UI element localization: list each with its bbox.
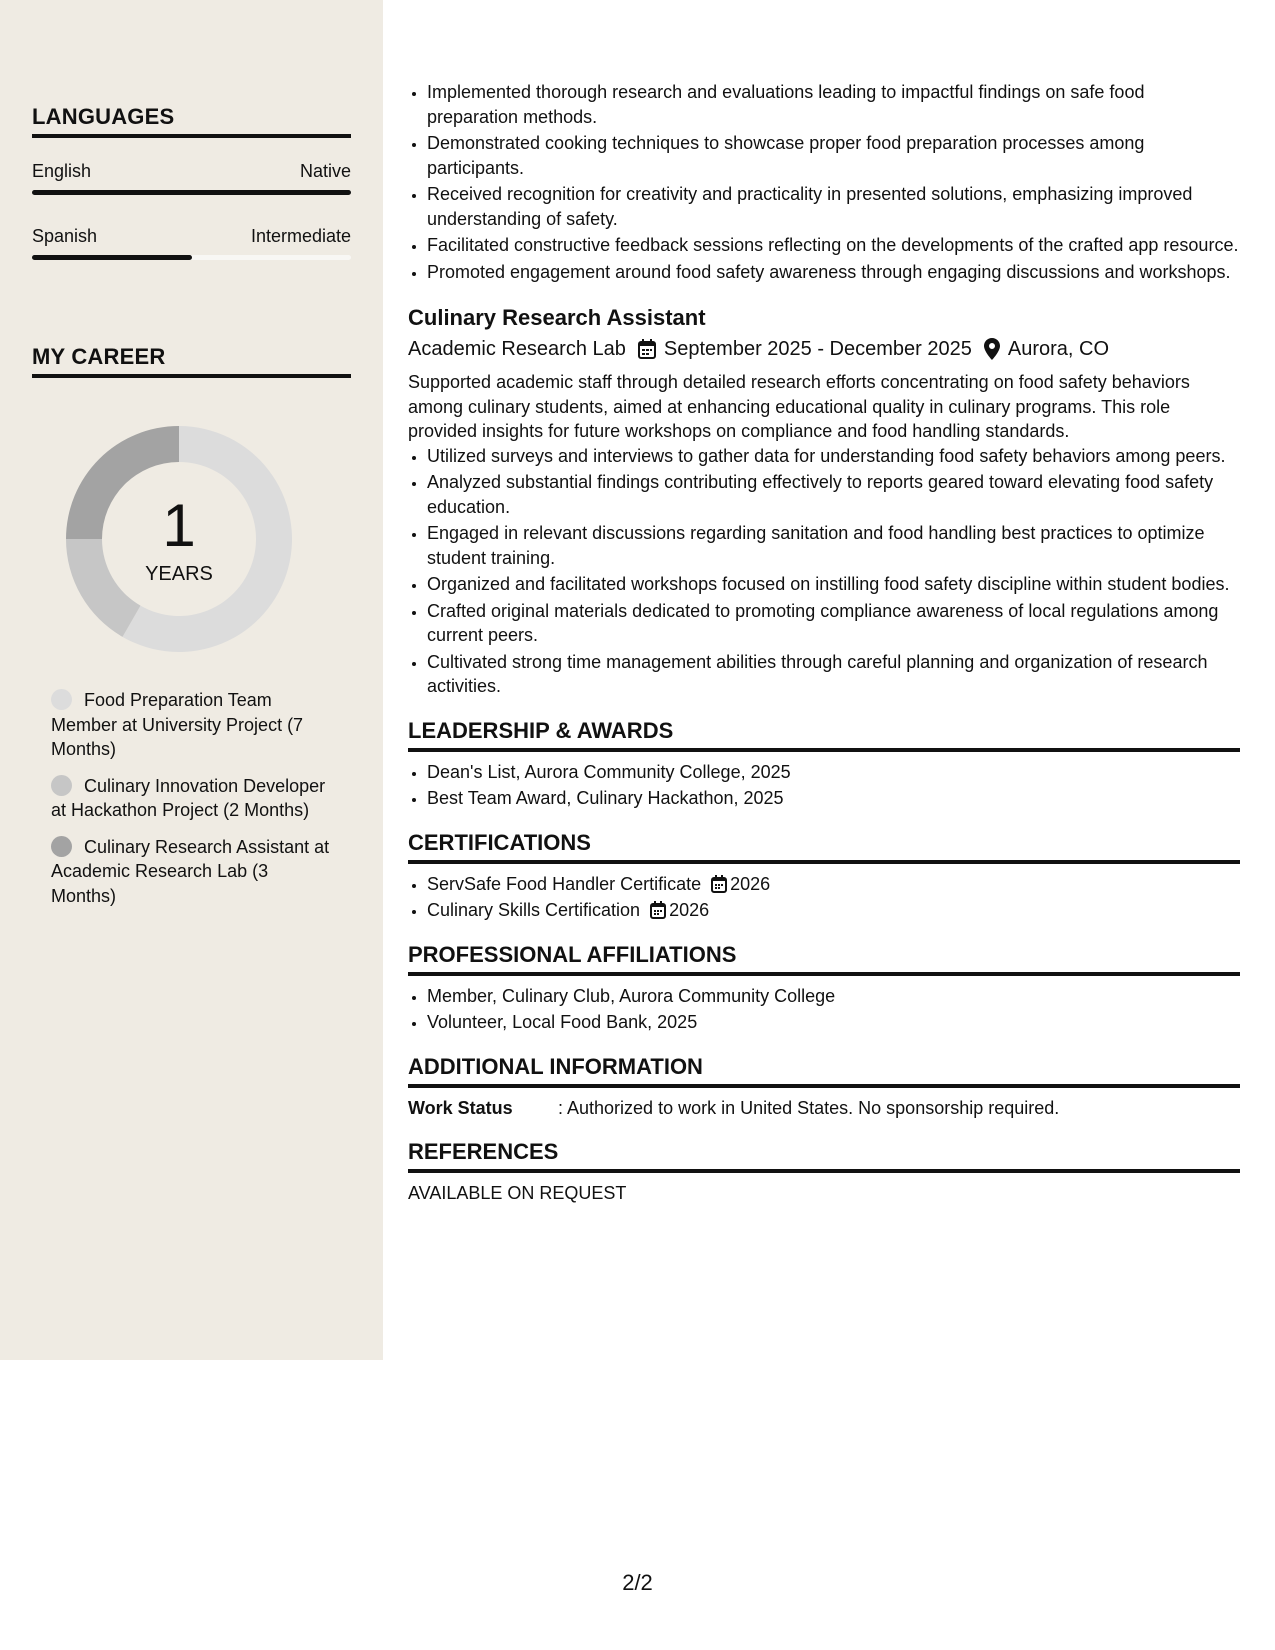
certification-year: 2026 (669, 900, 710, 920)
job-bullets (408, 444, 1240, 699)
bullet-item: • Analyzed substantial findings contributing effectively to reports geared toward elevating food safety education. (427, 470, 1240, 519)
language-item (32, 160, 351, 195)
career-legend-text: Culinary Research Assistant at Academic Research Lab (3 Months) (51, 836, 330, 906)
certifications-heading: CERTIFICATIONS (408, 829, 1240, 864)
awards-heading: LEADERSHIP & AWARDS (408, 717, 1240, 752)
sidebar (0, 0, 383, 1360)
languages-section (32, 104, 351, 260)
work-status-label: Work Status (408, 1097, 513, 1118)
career-donut-chart (66, 426, 292, 652)
career-heading: MY CAREER (32, 344, 351, 378)
certification-year: 2026 (730, 873, 771, 894)
bullet-item: • Organized and facilitated workshops focused on instilling food safety discipline within student bodies. (427, 572, 1240, 597)
job-title: Culinary Research Assistant (408, 305, 706, 330)
bullet-item: • Promoted engagement around food safety awareness through engaging discussions and workshops. (427, 260, 1240, 285)
bullet-item: • Crafted original materials dedicated to promoting compliance awareness of local regulations among current peers. (427, 599, 1240, 648)
certifications-list (408, 872, 1240, 923)
career-section (32, 344, 351, 378)
location-pin-icon (984, 338, 1000, 360)
calendar-icon (650, 901, 666, 919)
page-number: 2/2 (622, 1570, 653, 1595)
bullet-item: • Engaged in relevant discussions regarding sanitation and food handling best practices to optimize student training. (427, 521, 1240, 570)
language-bar (32, 190, 351, 195)
career-legend-text: Food Preparation Team Member at University Project (7 Months) (51, 690, 304, 759)
languages-heading: LANGUAGES (32, 104, 351, 138)
calendar-icon (711, 875, 727, 893)
awards-list (408, 760, 1240, 811)
language-name: English (32, 161, 92, 181)
career-legend-item (51, 688, 331, 762)
job-summary: Supported academic staff through detailed research efforts concentrating on food safety behaviors among culinary students, aimed at enhancing educational quality in culinary programs. This role provided insights for future workshops on compliance and food handling standards. (408, 372, 1190, 441)
bullet-item: • Facilitated constructive feedback sessions reflecting on the developments of the crafted app resource. (427, 233, 1240, 258)
job-location: Aurora, CO (1007, 338, 1110, 360)
award-item: • Dean's List, Aurora Community College, 2025 (427, 760, 1240, 785)
bullet-item: • Utilized surveys and interviews to gather data for understanding food safety behaviors among peers. (427, 444, 1240, 469)
language-level: Intermediate (250, 226, 351, 246)
career-legend-text: Culinary Innovation Developer at Hackathon Project (2 Months) (51, 775, 326, 820)
language-level: Native (299, 161, 351, 181)
certification-item (427, 898, 1240, 923)
affiliations-list (408, 984, 1240, 1035)
career-legend (51, 688, 331, 920)
certification-name: ServSafe Food Handler Certificate (427, 873, 702, 894)
career-years-unit: YEARS (145, 563, 213, 585)
affiliations-heading: PROFESSIONAL AFFILIATIONS (408, 941, 1240, 976)
language-bar (32, 255, 351, 260)
certification-name: Culinary Skills Certification (427, 900, 641, 920)
bullet-item: • Received recognition for creativity and practicality in presented solutions, emphasizing improved understanding of safety. (427, 182, 1240, 231)
bullet-item: • Demonstrated cooking techniques to showcase proper food preparation processes among participants. (427, 131, 1240, 180)
references-heading: REFERENCES (408, 1138, 1240, 1173)
work-status-value: : Authorized to work in United States. No sponsorship required. (558, 1097, 1060, 1118)
language-name: Spanish (32, 226, 98, 246)
language-item (32, 225, 351, 260)
language-bar-fill (32, 190, 351, 195)
main-content (408, 80, 1240, 1206)
career-legend-item (51, 835, 331, 909)
job-meta (408, 334, 1240, 364)
language-bar-fill (32, 255, 192, 260)
career-years-number: 1 (162, 492, 196, 559)
legend-dot (51, 775, 72, 796)
career-legend-item (51, 774, 331, 823)
additional-info-heading: ADDITIONAL INFORMATION (408, 1053, 1240, 1088)
job-dates: September 2025 - December 2025 (663, 338, 972, 360)
affiliation-item: • Volunteer, Local Food Bank, 2025 (427, 1010, 1240, 1035)
references-text: AVAILABLE ON REQUEST (408, 1183, 627, 1203)
award-item: • Best Team Award, Culinary Hackathon, 2025 (427, 786, 1240, 811)
calendar-icon (638, 339, 656, 359)
legend-dot (51, 836, 72, 857)
bullet-item: • Implemented thorough research and evaluations leading to impactful findings on safe food preparation methods. (427, 80, 1240, 129)
affiliation-item: • Member, Culinary Club, Aurora Community College (427, 984, 1240, 1009)
job-company: Academic Research Lab (408, 338, 626, 360)
previous-job-bullets (408, 80, 1240, 284)
certification-item (427, 872, 1240, 897)
bullet-item: • Cultivated strong time management abilities through careful planning and organization of research activities. (427, 650, 1240, 699)
legend-dot (51, 689, 72, 710)
work-status-row (408, 1096, 1240, 1121)
